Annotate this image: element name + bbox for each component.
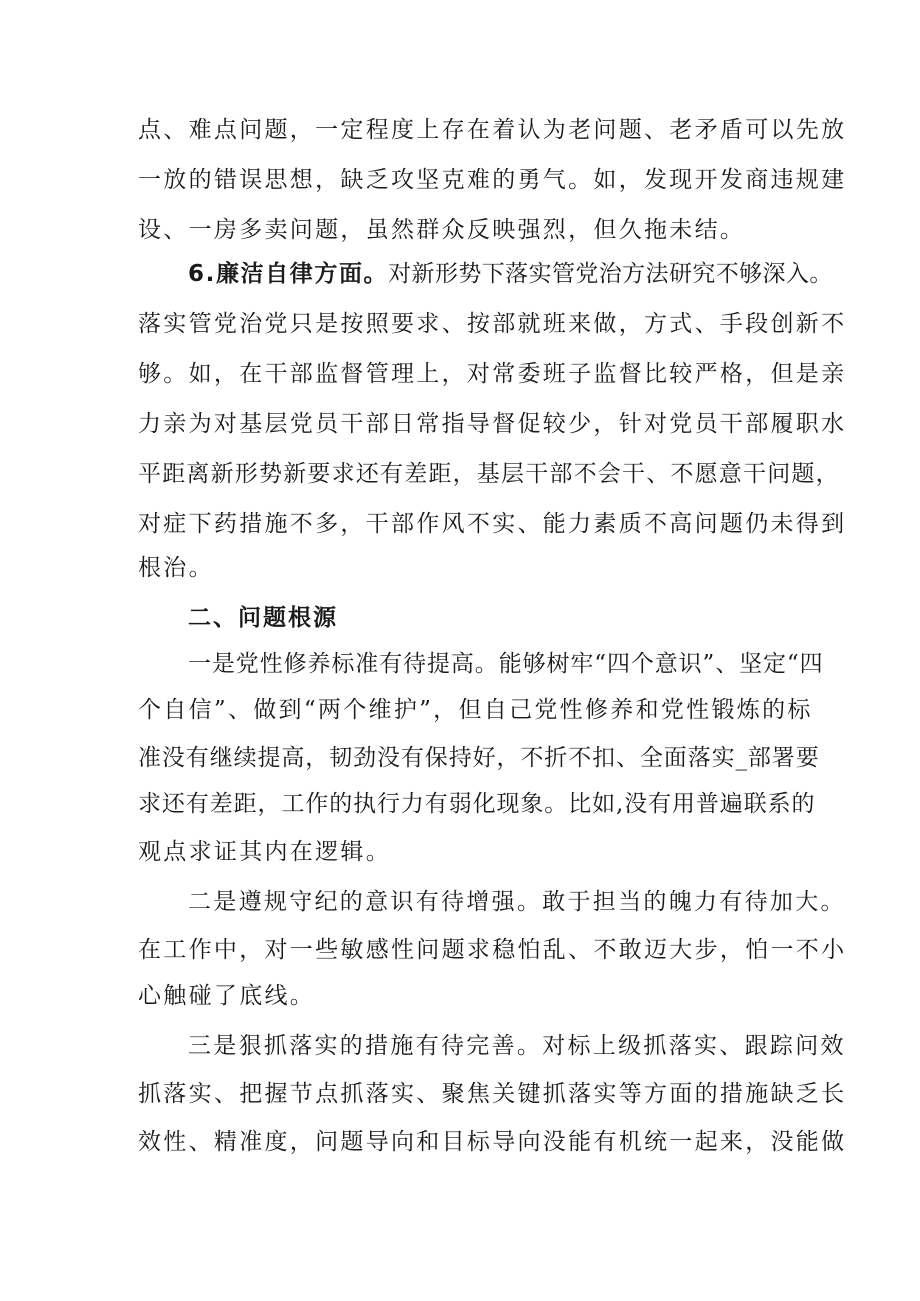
text-line-1: 点、难点问题，一定程度上存在着认为老问题、老矛盾可以先放	[138, 117, 847, 143]
text-line-17: 二是遵规守纪的意识有待增强。敢于担当的魄力有待加大。	[188, 889, 846, 915]
text-line-13: 个自信”、做到“两个维护”，但自己党性修养和党性锻炼的标	[138, 697, 813, 723]
text-line-22: 效性、精准度，问题导向和目标导向没能有机统一起来，没能做	[138, 1129, 847, 1155]
section-heading-integrity-text: 对新形势下落实管党治方法研究不够深入。	[388, 261, 833, 287]
text-line-7: 力亲为对基层党员干部日常指导督促较少，针对党员干部履职水	[138, 411, 847, 437]
text-line-2: 一放的错误思想，缺乏攻坚克难的勇气。如，发现开发商违规建	[138, 167, 847, 193]
text-line-4	[188, 252, 833, 296]
text-line-20: 三是狠抓落实的措施有待完善。对标上级抓落实、跟踪问效	[188, 1033, 846, 1059]
text-line-6: 够。如，在干部监督管理上，对常委班子监督比较严格，但是亲	[138, 361, 847, 387]
text-line-21: 抓落实、把握节点抓落实、聚焦关键抓落实等方面的措施缺乏长	[138, 1081, 847, 1107]
text-line-16: 观点求证其内在逻辑。	[138, 839, 391, 865]
text-line-19: 心触碰了底线。	[138, 983, 316, 1009]
text-line-3: 设、一房多卖问题，虽然群众反映强烈，但久拖未结。	[138, 217, 746, 243]
section-heading-integrity: 6.廉洁自律方面。	[188, 261, 389, 287]
text-line-5: 落实管党治党只是按照要求、按部就班来做，方式、手段创新不	[138, 311, 847, 337]
text-line-8: 平距离新形势新要求还有差距，基层干部不会干、不愿意干问题，	[138, 461, 840, 487]
text-line-9: 对症下药措施不多，干部作风不实、能力素质不高问题仍未得到	[138, 511, 847, 537]
text-line-15: 求还有差距，工作的执行力有弱化现象。比如,没有用普遍联系的	[138, 791, 816, 817]
text-line-12: 一是党性修养标准有待提高。能够树牢“四个意识”、坚定“四	[188, 651, 824, 677]
text-line-10: 根治。	[138, 555, 214, 581]
text-line-14: 准没有继续提高，韧劲没有保持好，不折不扣、全面落实_部署要	[138, 745, 820, 771]
section-title-root-causes: 二、问题根源	[188, 605, 338, 631]
text-line-18: 在工作中，对一些敏感性问题求稳怕乱、不敢迈大步，怕一不小	[138, 937, 847, 963]
